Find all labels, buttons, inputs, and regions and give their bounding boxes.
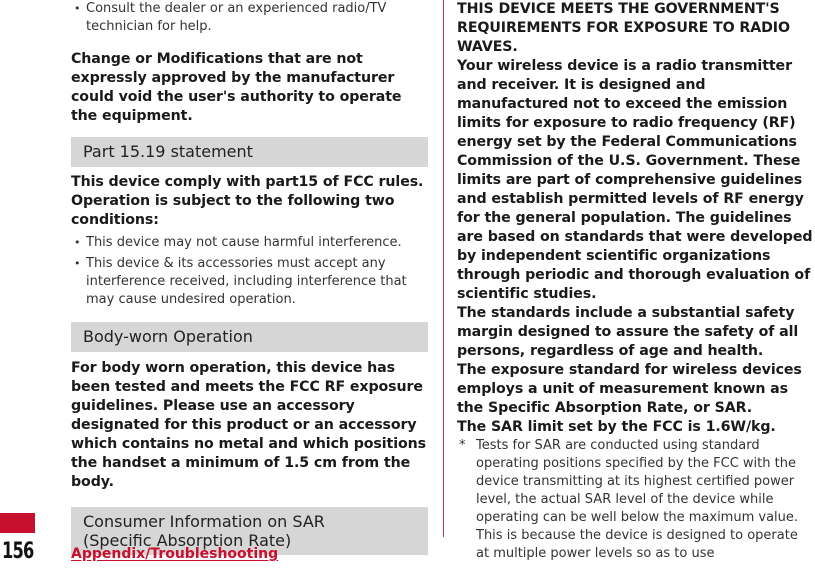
sar-test-note-text: Tests for SAR are conducted using standard operating positions specified by the FCC with the device transmitting at its highest certified power level, the actual SAR level of the device while operating can be well below the maximum value. This is because the device is designed to operate at multiple power levels so as to use (476, 438, 799, 561)
part15-statement: This device comply with part15 of FCC rules. Operation is subject to the following two conditions: (71, 174, 424, 228)
fcc-exposure-heading (457, 0, 815, 57)
right-column (457, 0, 815, 563)
page-tab-marker (0, 513, 35, 533)
sar-limit-paragraph: The SAR limit set by the FCC is 1.6W/kg. (457, 419, 776, 435)
list-item: • This device & its accessories must accept any interference received, including interference that may cause undesired operation. (71, 255, 428, 309)
heading-line: WAVES. (457, 39, 518, 55)
rf-paragraph: Your wireless device is a radio transmitter and receiver. It is designed and manufactured not to exceed the emission limits for exposure to radio frequency (RF) energy set by the Federal Communications Commission of the U.S. Government. These limits are part of comprehensive guidelines and establish permitted levels of RF energy for the general population. The guidelines are based on standards that were developed by independent scientific organizations through periodic and thorough evaluation of scientific studies. (457, 58, 813, 302)
sar-heading-line: (Specific Absorption Rate) (83, 531, 292, 550)
page-number: 156 (2, 539, 34, 564)
left-column (71, 0, 428, 555)
body-worn-statement: For body worn operation, this device has been tested and meets the FCC RF exposure guidelines. Please use an accessory designated for this product or an accessory which contains no metal and which positions the handset a minimum of 1.5 cm from the body. (71, 360, 426, 490)
column-divider (443, 0, 444, 537)
list-item: • Consult the dealer or an experienced radio/TV technician for help. (71, 0, 428, 36)
heading-line: THIS DEVICE MEETS THE GOVERNMENT'S (457, 1, 780, 17)
heading-line: REQUIREMENTS FOR EXPOSURE TO RADIO (457, 20, 790, 36)
fcc-modification-warning: Change or Modifications that are not expressly approved by the manufacturer could void the user's authority to operate the equipment. (71, 51, 402, 124)
section-link-appendix[interactable]: Appendix/Troubleshooting (71, 546, 279, 562)
sar-definition-paragraph: The exposure standard for wireless devices employs a unit of measurement known as the Specific Absorption Rate, or SAR. (457, 362, 802, 416)
sar-heading-line: Consumer Information on SAR (83, 512, 325, 531)
asterisk-mark: * (459, 438, 466, 453)
section-heading-part15: Part 15.19 statement (71, 137, 428, 167)
list-item: • This device may not cause harmful interference. (71, 234, 428, 252)
safety-margin-paragraph: The standards include a substantial safety margin designed to assure the safety of all persons, regardless of age and health. (457, 305, 799, 359)
intro-bullet-list (71, 0, 428, 36)
part15-conditions-list (71, 234, 428, 309)
sar-test-note (457, 437, 815, 563)
section-heading-body-worn: Body-worn Operation (71, 322, 428, 352)
